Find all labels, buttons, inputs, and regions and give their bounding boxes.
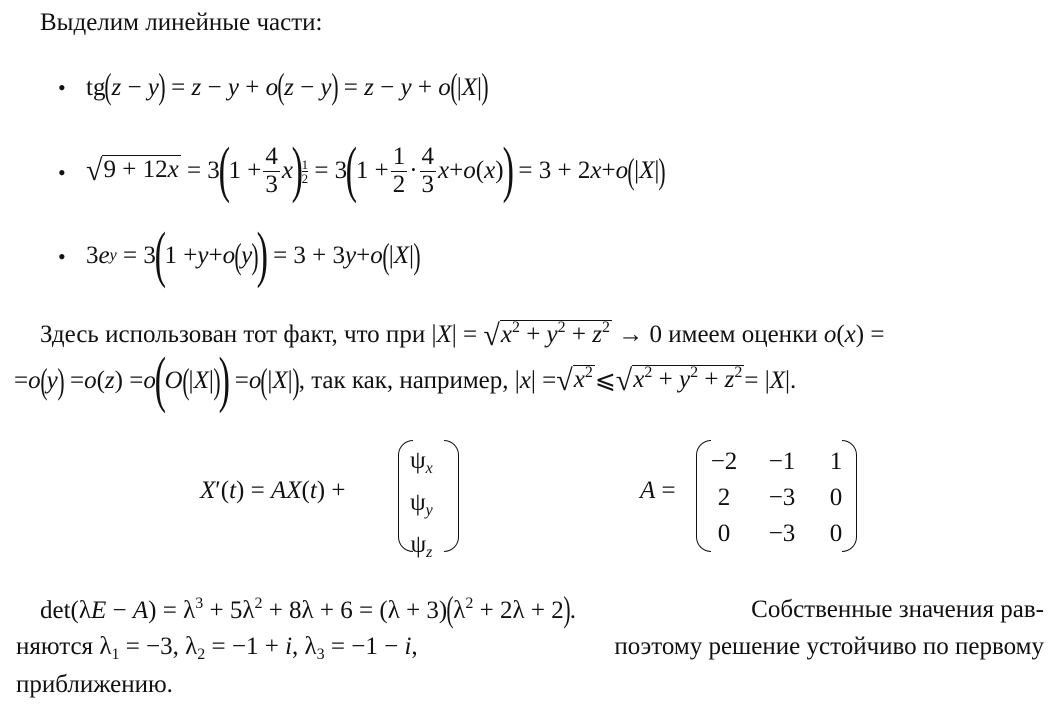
matrix-cell: 0 <box>829 484 843 511</box>
estimate-paragraph-line2: = o ( y ) = o ( z ) = o ( O ( | X | ) ) = o ( | X | ) , так как, например, | x | = $√x^2$ ⩽ $√x^2 + y^2 + z^2$ = | X |. <box>14 346 797 415</box>
bullet-marker: • <box>58 75 66 100</box>
matrix-cell: −3 <box>768 484 796 511</box>
eigenvalues-line: няются $\lambda_1 = -3$, $\lambda_2 = -1 + i$, $\lambda_3 = -1 - i$, поэтому решение устойчиво по первому <box>16 633 1044 663</box>
matrix-right-bracket <box>842 440 857 552</box>
matrix-cell: 2 <box>717 484 731 511</box>
matrix-A <box>698 444 858 552</box>
estimate-paragraph-line1: Здесь использован тот факт, что при $|X| = √x^2 + y^2 + z^2 \to 0$ имеем оценки o(x) = <box>40 319 885 352</box>
matrix-cell: 0 <box>717 520 731 547</box>
characteristic-polynomial-line: $\det(\lambda E - A) = \lambda^3 + 5\lambda^2 + 8\lambda + 6 = (\lambda + 3)(\lambda^2 + 2\lambda + 2)$. Собственные значения рав- <box>40 589 1044 629</box>
intro-text: Выделим линейные части: <box>40 9 323 36</box>
matrix-cell: −3 <box>768 520 796 547</box>
exp-expansion-formula: 3 e y = 3 ( 1 + y + o ( y ) ) = 3 + 3 y + o ( | X | ) <box>86 221 421 290</box>
matrix-row <box>698 480 858 516</box>
matrix-cell: 0 <box>829 520 843 547</box>
sqrt-expansion-formula: √9 + 12x = 3 ( 1 + $\frac{4}{3}$ x ) 1 2 = 3 ( 1 + $\frac{1}{2}$ · $\frac{4}{3}$ x + o ( x ) ) = 3 + 2 x + o ( | X | ) <box>86 136 667 205</box>
matrix-row <box>698 444 858 480</box>
tg-expansion-formula: tg(z − y) = z − y + o(z − y) = z − y + o(|X|) <box>86 66 489 106</box>
matrix-cell: −1 <box>768 448 796 475</box>
matrix-row <box>698 516 858 552</box>
matrix-cell: −2 <box>710 448 738 475</box>
matrix-label: A = <box>640 477 676 504</box>
system-equation: X′(t) = AX(t) + <box>200 477 346 504</box>
bullet-marker: • <box>58 160 66 185</box>
conclusion-line: приближению. <box>16 671 173 698</box>
matrix-cell: 1 <box>829 448 843 475</box>
vector-right-bracket <box>444 440 459 552</box>
bullet-marker: • <box>58 244 66 269</box>
psi-vector: $\psi_x$ $\psi_y$ $\psi_z$ <box>410 447 433 561</box>
